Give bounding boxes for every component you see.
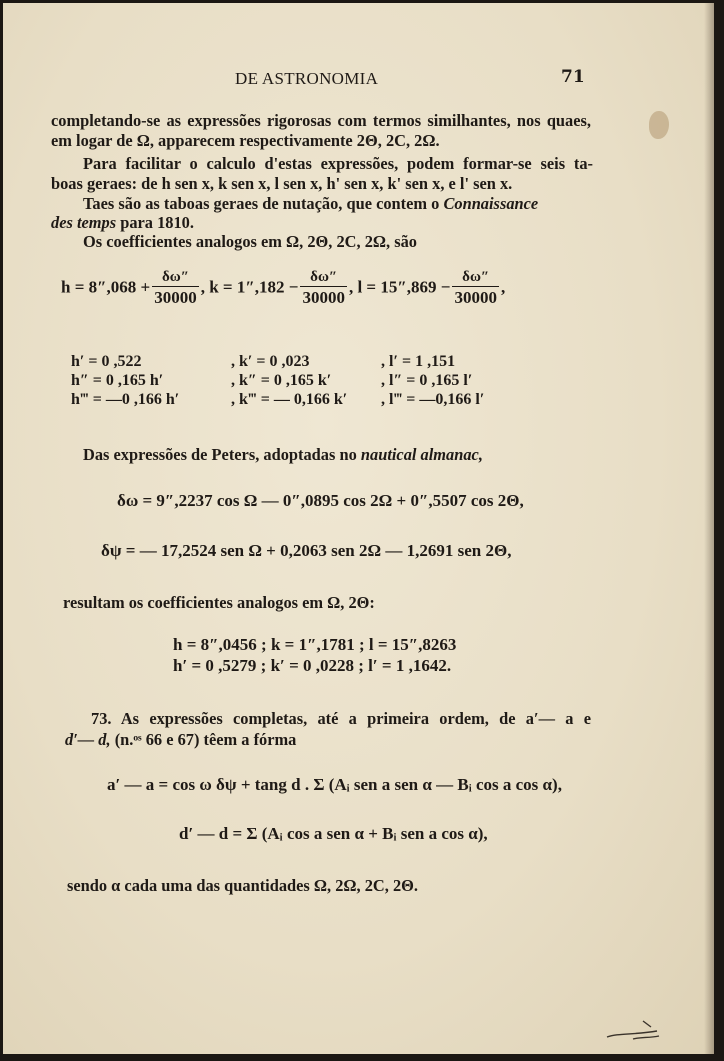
text-line: completando-se as expressões rigorosas com termos similhantes, nos quaes, [51,111,591,130]
text-line [65,730,605,750]
table-row [71,391,484,410]
paper-stain [649,111,669,139]
table-cell: , l′ = 1 ,151 [381,353,456,370]
fraction [152,269,199,308]
text-run: Taes são as taboas geraes de nutação, que contem o [83,194,444,213]
equation-delta-omega: δω = 9″,2237 cos Ω — 0″,0895 cos 2Ω + 0″,5507 cos 2Θ, [117,491,524,510]
text-line [83,445,593,465]
fraction-numerator: δω″ [310,269,338,285]
table-row [71,353,484,372]
table-cell: , l‴ = —0,166 l′ [381,391,485,408]
equation-delta-psi: δψ = — 17,2524 sen Ω + 0,2063 sen 2Ω — 1,2691 sen 2Θ, [101,541,512,560]
fraction [452,269,499,308]
header-title: DE ASTRONOMIA [235,69,379,88]
table-cell: h″ = 0 ,165 h′ [71,372,164,389]
table-cell: , k′ = 0 ,023 [231,353,310,370]
book-page [3,3,714,1054]
equation-a-prime: a′ — a = cos ω δψ + tang d . Σ (Aᵢ sen a sen α — Bᵢ cos a cos α), [107,775,562,794]
equation-hkl-prime-values: h′ = 0 ,5279 ; k′ = 0 ,0228 ; l′ = 1 ,1642. [173,656,452,675]
book-title-italic: des temps [51,213,117,232]
fraction-denominator: 30000 [302,288,345,307]
eq-h-term: h = 8″,068 + [61,277,151,297]
coefficient-table [71,353,484,410]
table-cell: , k‴ = — 0,166 k′ [231,391,348,408]
text-run: d′— d, [65,730,111,749]
book-title-italic: Connaissance [443,194,539,213]
eq-tail: , [500,277,506,297]
text-line [51,213,591,233]
running-header [3,69,714,91]
fraction [300,269,347,308]
section-73-line: 73. As expressões completas, até a primeira ordem, de a′— a e [91,709,591,728]
text-line: sendo α cada uma das quantidades Ω, 2Ω, 2C, 2Θ. [67,876,418,895]
table-row [71,372,484,391]
equation-d-prime: d′ — d = Σ (Aᵢ cos a sen α + Bᵢ sen a cos α), [179,824,488,843]
fraction-denominator: 30000 [454,288,497,307]
table-cell: , k″ = 0 ,165 k′ [231,372,332,389]
eq-k-term: , k = 1″,182 − [200,277,299,297]
text-line [83,194,593,214]
equation-hkl [61,269,505,308]
text-run: (n.ᵒˢ 66 e 67) têem a fórma [110,730,297,749]
text-run: para 1810. [116,213,194,232]
table-cell: , l″ = 0 ,165 l′ [381,372,473,389]
book-title-italic: nautical almanac, [360,445,483,464]
text-run: Das expressões de Peters, adoptadas no [83,445,361,464]
pencil-mark-icon [603,1013,663,1041]
fraction-numerator: δω″ [462,269,490,285]
table-cell: h‴ = —0 ,166 h′ [71,391,180,408]
text-line: Os coefficientes analogos em Ω, 2Θ, 2C, 2Ω, são [83,232,417,251]
text-line: em logar de Ω, apparecem respectivamente 2Θ, 2C, 2Ω. [51,131,440,150]
page-edge-shadow [704,3,714,1054]
fraction-denominator: 30000 [154,288,197,307]
eq-l-term: , l = 15″,869 − [348,277,451,297]
fraction-numerator: δω″ [161,269,189,285]
table-cell: h′ = 0 ,522 [71,353,142,370]
equation-hkl-values: h = 8″,0456 ; k = 1″,1781 ; l = 15″,8263 [173,635,457,654]
text-line: boas geraes: de h sen x, k sen x, l sen x, h' sen x, k' sen x, e l' sen x. [51,174,513,193]
text-line: resultam os coefficientes analogos em Ω, 2Θ: [63,593,375,612]
page-number: 71 [561,67,585,87]
text-line: Para facilitar o calculo d'estas expressões, podem formar-se seis ta- [83,154,593,173]
